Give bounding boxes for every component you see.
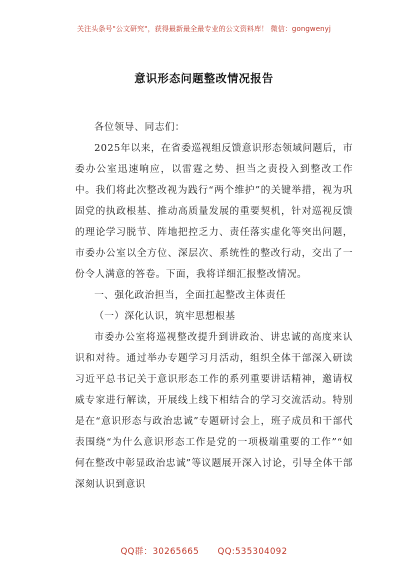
header-notice: 关注头条号"公文研究"，获得最新最全最专业的公文资料库！ 微信：gongwenyj	[77, 25, 331, 33]
footer-qq-group: QQ群：30265665	[120, 547, 200, 557]
footer-contact	[0, 545, 408, 557]
subsection-heading: （一）深化认识，筑牢思想根基	[94, 311, 236, 322]
section-heading: 一、强化政治担当，全面扛起整改主体责任	[94, 290, 286, 301]
footer-spacer	[199, 547, 218, 557]
document-title: 意识形态问题整改情况报告	[134, 72, 274, 85]
intro-paragraph: 2025年以来，在省委巡视组反馈意识形态领域问题后，市委办公室迅速响应，以雷霆之势、担当之责投入到整改工作中。我们将此次整改视为践行“两个维护”的关键举措，视为巩固党的执政根基、推动高质量发展的重要契机，针对巡视反馈的理论学习脱节、阵地把控乏力、责任落实虚化等突出问题，市委办公室以全方位、深层次、系统性的整改行动，交出了一份令人满意的答卷。下面，我将详细汇报整改情况。	[75, 143, 353, 280]
footer-qq-number: QQ:535304092	[217, 547, 288, 557]
document-body	[75, 117, 353, 495]
salutation: 各位领导、同志们：	[94, 122, 186, 133]
subsection-paragraph: 市委办公室将巡视整改提升到讲政治、讲忠诚的高度来认识和对待。通过举办专题学习月活动，组织全体干部深入研读习近平总书记关于意识形态工作的系列重要讲话精神，邀请权威专家进行解读，开展线上线下相结合的学习交流活动。特别是在“意识形态与政治忠诚”专题研讨会上，班子成员和干部代表围绕“为什么意识形态工作是党的一项极端重要的工作”“如何在整改中彰显政治忠诚”等议题展开深入讨论，引导全体干部深刻认识到意识	[75, 332, 353, 490]
